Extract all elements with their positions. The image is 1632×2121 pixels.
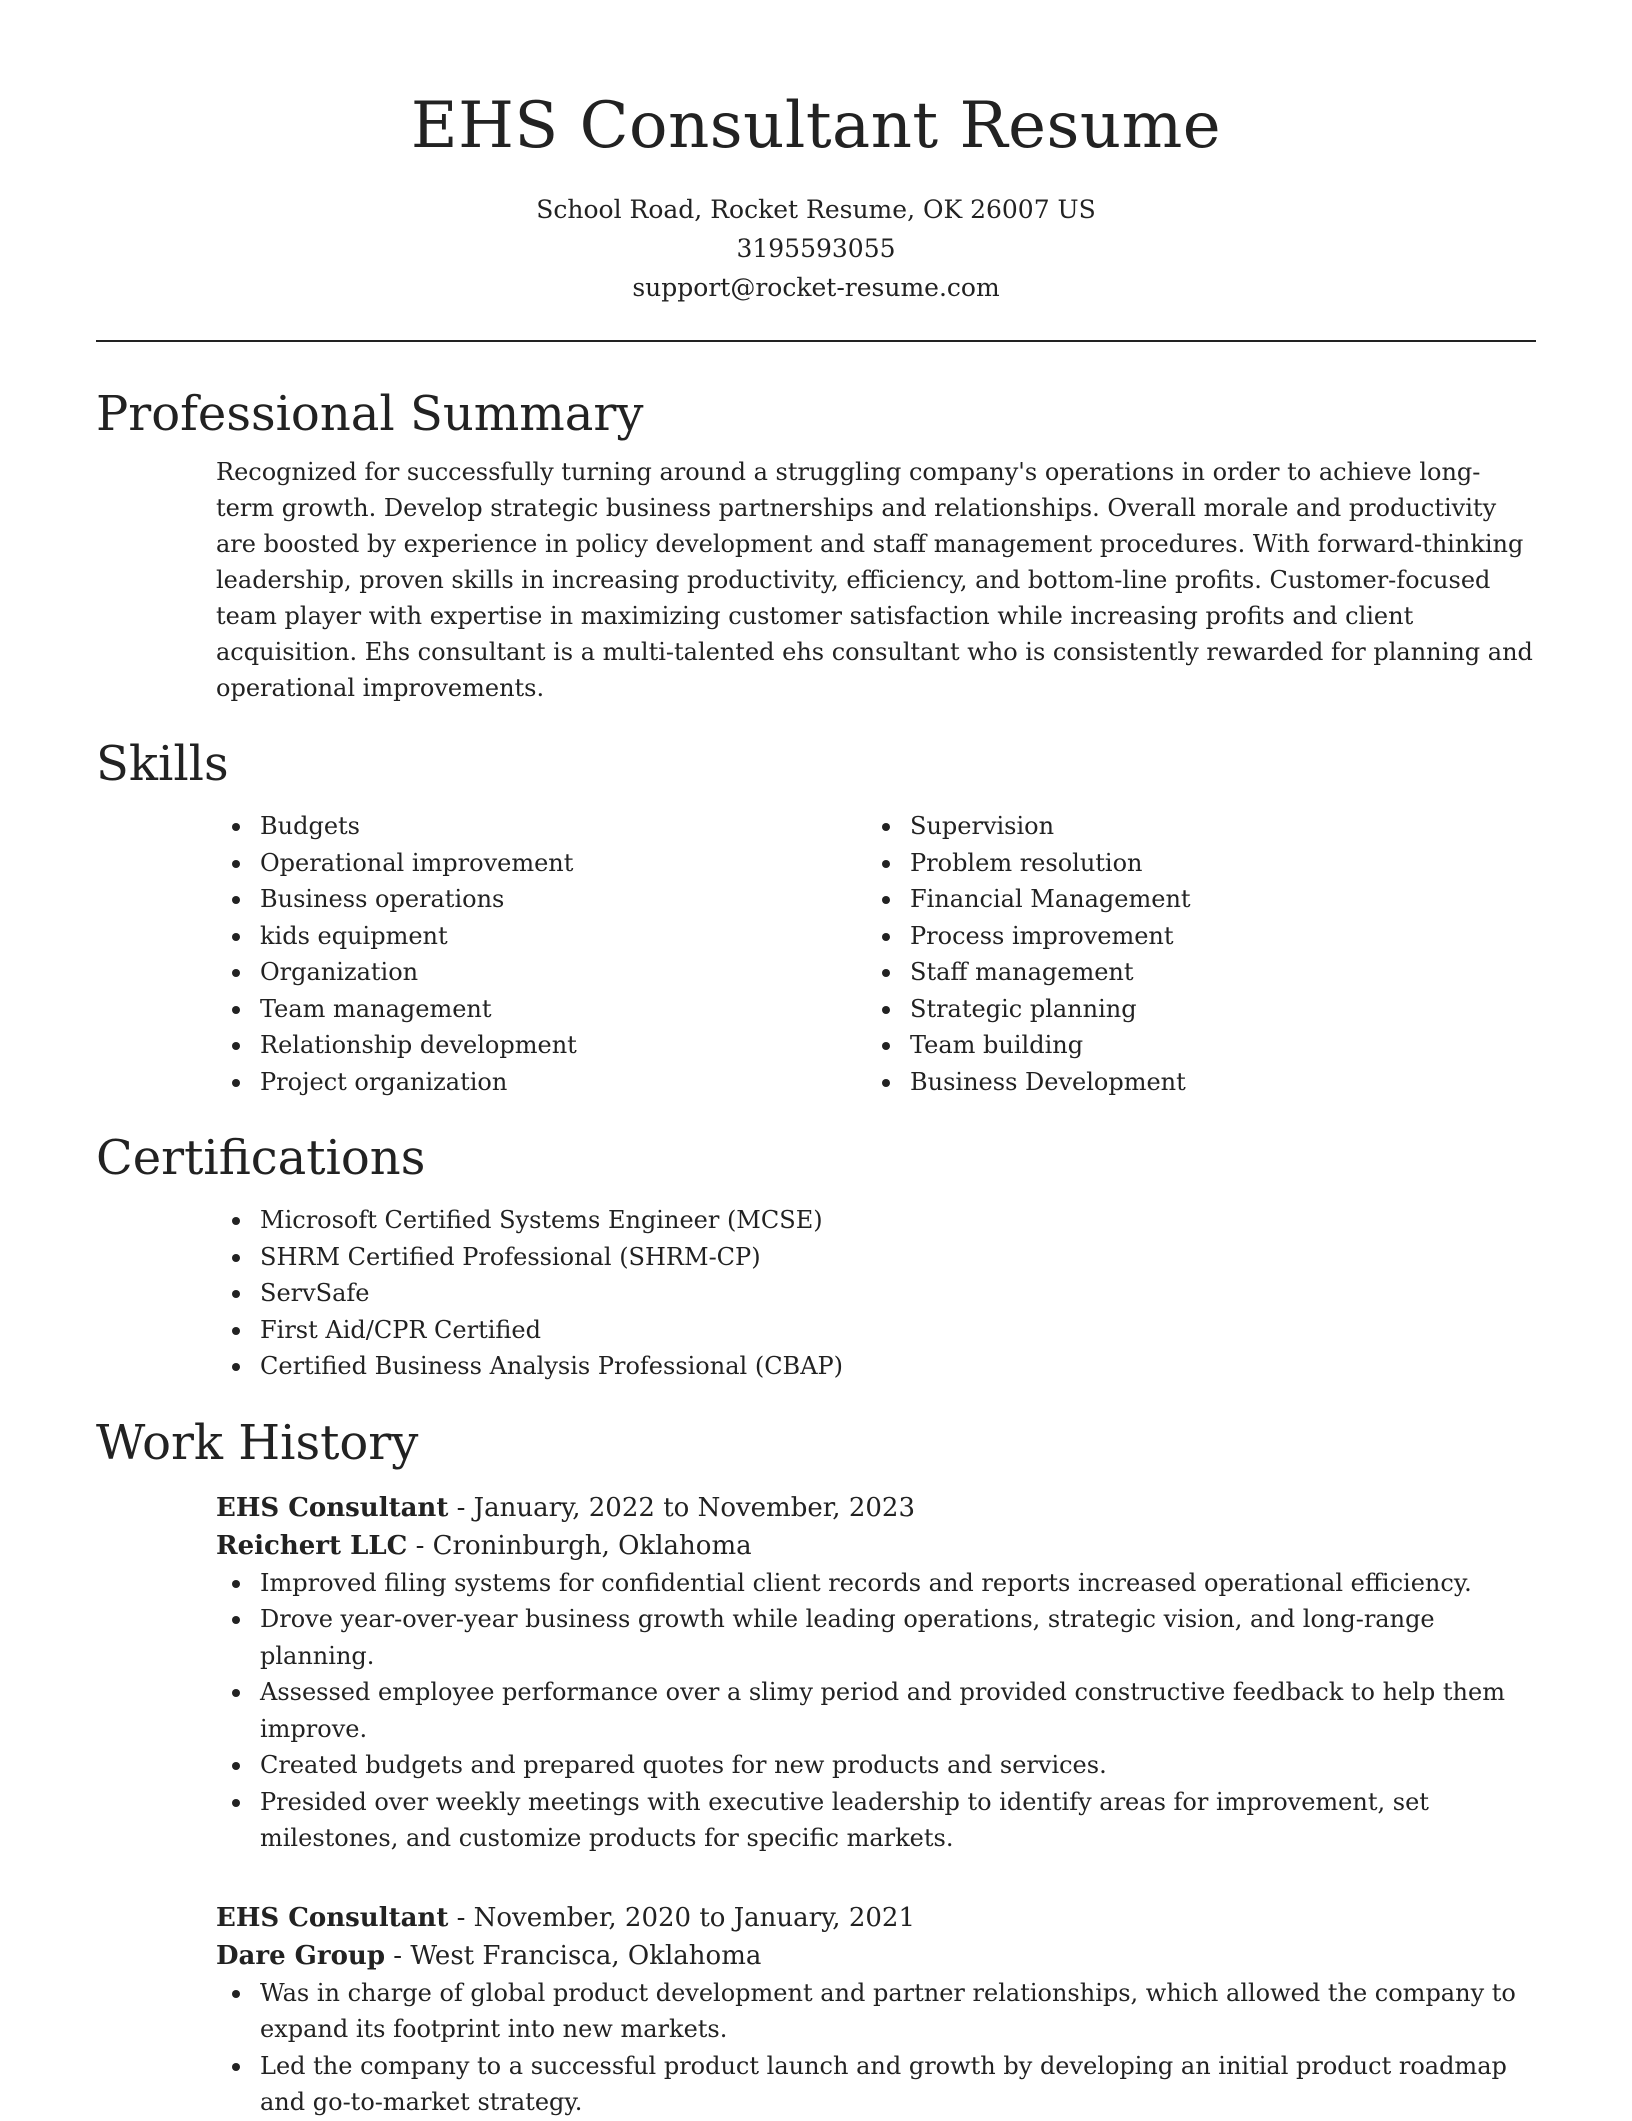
- list-item: Budgets: [260, 808, 866, 845]
- list-item: Led the company to a successful product launch and growth by developing an initial product roadmap and go-to-market strategy.: [260, 2048, 1536, 2121]
- skills-list: [216, 808, 1536, 1100]
- job-bullets: [216, 1565, 1536, 1857]
- job-dates: - January, 2022 to November, 2023: [448, 1492, 915, 1523]
- list-item: Financial Management: [910, 881, 1516, 918]
- list-item: Supervision: [910, 808, 1516, 845]
- skills-right-list: [866, 808, 1516, 1100]
- job-company-line: [216, 1527, 1536, 1565]
- job-company: Reichert LLC: [216, 1530, 408, 1561]
- job-company-line: [216, 1937, 1536, 1975]
- resume-header: [96, 0, 1536, 307]
- certifications-heading: Certifications: [96, 1130, 426, 1186]
- list-item: Assessed employee performance over a slimy period and provided constructive feedback to help them improve.: [260, 1674, 1536, 1747]
- summary-heading: Professional Summary: [96, 386, 644, 442]
- resume-page: [96, 0, 1536, 2121]
- contact-address: School Road, Rocket Resume, OK 26007 US: [536, 195, 1096, 224]
- job-title-line: [216, 1899, 1536, 1937]
- job-entry: [216, 1489, 1536, 1857]
- list-item: Organization: [260, 954, 866, 991]
- list-item: Team building: [910, 1027, 1516, 1064]
- certifications-bullets: [216, 1202, 1536, 1385]
- skills-column-left: [216, 808, 866, 1100]
- list-item: ServSafe: [260, 1275, 1536, 1312]
- job-entry: [216, 1899, 1536, 2121]
- job-title-line: [216, 1489, 1536, 1527]
- job-location: - West Francisca, Oklahoma: [385, 1940, 762, 1971]
- header-divider: [96, 340, 1536, 342]
- list-item: Operational improvement: [260, 845, 866, 882]
- job-company: Dare Group: [216, 1940, 386, 1971]
- contact-phone: 3195593055: [736, 234, 896, 263]
- list-item: Business operations: [260, 881, 866, 918]
- list-item: kids equipment: [260, 918, 866, 955]
- resume-title: EHS Consultant Resume: [410, 89, 1222, 163]
- job-role: EHS Consultant: [216, 1902, 449, 1933]
- list-item: Microsoft Certified Systems Engineer (MCSE): [260, 1202, 1536, 1239]
- list-item: Strategic planning: [910, 991, 1516, 1028]
- list-item: Staff management: [910, 954, 1516, 991]
- skills-left-list: [216, 808, 866, 1100]
- certifications-list: [216, 1202, 1536, 1385]
- list-item: Created budgets and prepared quotes for new products and services.: [260, 1747, 1536, 1784]
- contact-info: [96, 190, 1536, 307]
- job-bullets: [216, 1975, 1536, 2121]
- list-item: First Aid/CPR Certified: [260, 1312, 1536, 1349]
- job-role: EHS Consultant: [216, 1492, 449, 1523]
- contact-email: support@rocket-resume.com: [632, 273, 1000, 302]
- list-item: Certified Business Analysis Professional (CBAP): [260, 1348, 1536, 1385]
- list-item: Improved filing systems for confidential client records and reports increased operational efficiency.: [260, 1565, 1536, 1602]
- list-item: Process improvement: [910, 918, 1516, 955]
- list-item: Business Development: [910, 1064, 1516, 1101]
- summary-text: Recognized for successfully turning around a struggling company's operations in order to achieve long-term growth. Develop strategic business partnerships and relationships. Overall morale and productivity are boosted by experience in policy development and staff management procedures. With forward-thinking leadership, proven skills in increasing productivity, efficiency, and bottom-line profits. Customer-focused team player with expertise in maximizing customer satisfaction while increasing profits and client acquisition. Ehs consultant is a multi-talented ehs consultant who is consistently rewarded for planning and operational improvements.: [216, 458, 1533, 702]
- list-item: Drove year-over-year business growth while leading operations, strategic vision, and long-range planning.: [260, 1601, 1536, 1674]
- list-item: Team management: [260, 991, 866, 1028]
- list-item: Project organization: [260, 1064, 866, 1101]
- list-item: Was in charge of global product development and partner relationships, which allowed the company to expand its footprint into new markets.: [260, 1975, 1536, 2048]
- skills-heading: Skills: [96, 736, 229, 792]
- skills-column-right: [866, 808, 1516, 1100]
- list-item: Presided over weekly meetings with executive leadership to identify areas for improvement, set milestones, and customize products for specific markets.: [260, 1784, 1536, 1857]
- list-item: SHRM Certified Professional (SHRM-CP): [260, 1239, 1536, 1276]
- list-item: Problem resolution: [910, 845, 1516, 882]
- job-location: - Croninburgh, Oklahoma: [407, 1530, 752, 1561]
- work-history-heading: Work History: [96, 1414, 419, 1471]
- list-item: Relationship development: [260, 1027, 866, 1064]
- job-dates: - November, 2020 to January, 2021: [448, 1902, 915, 1933]
